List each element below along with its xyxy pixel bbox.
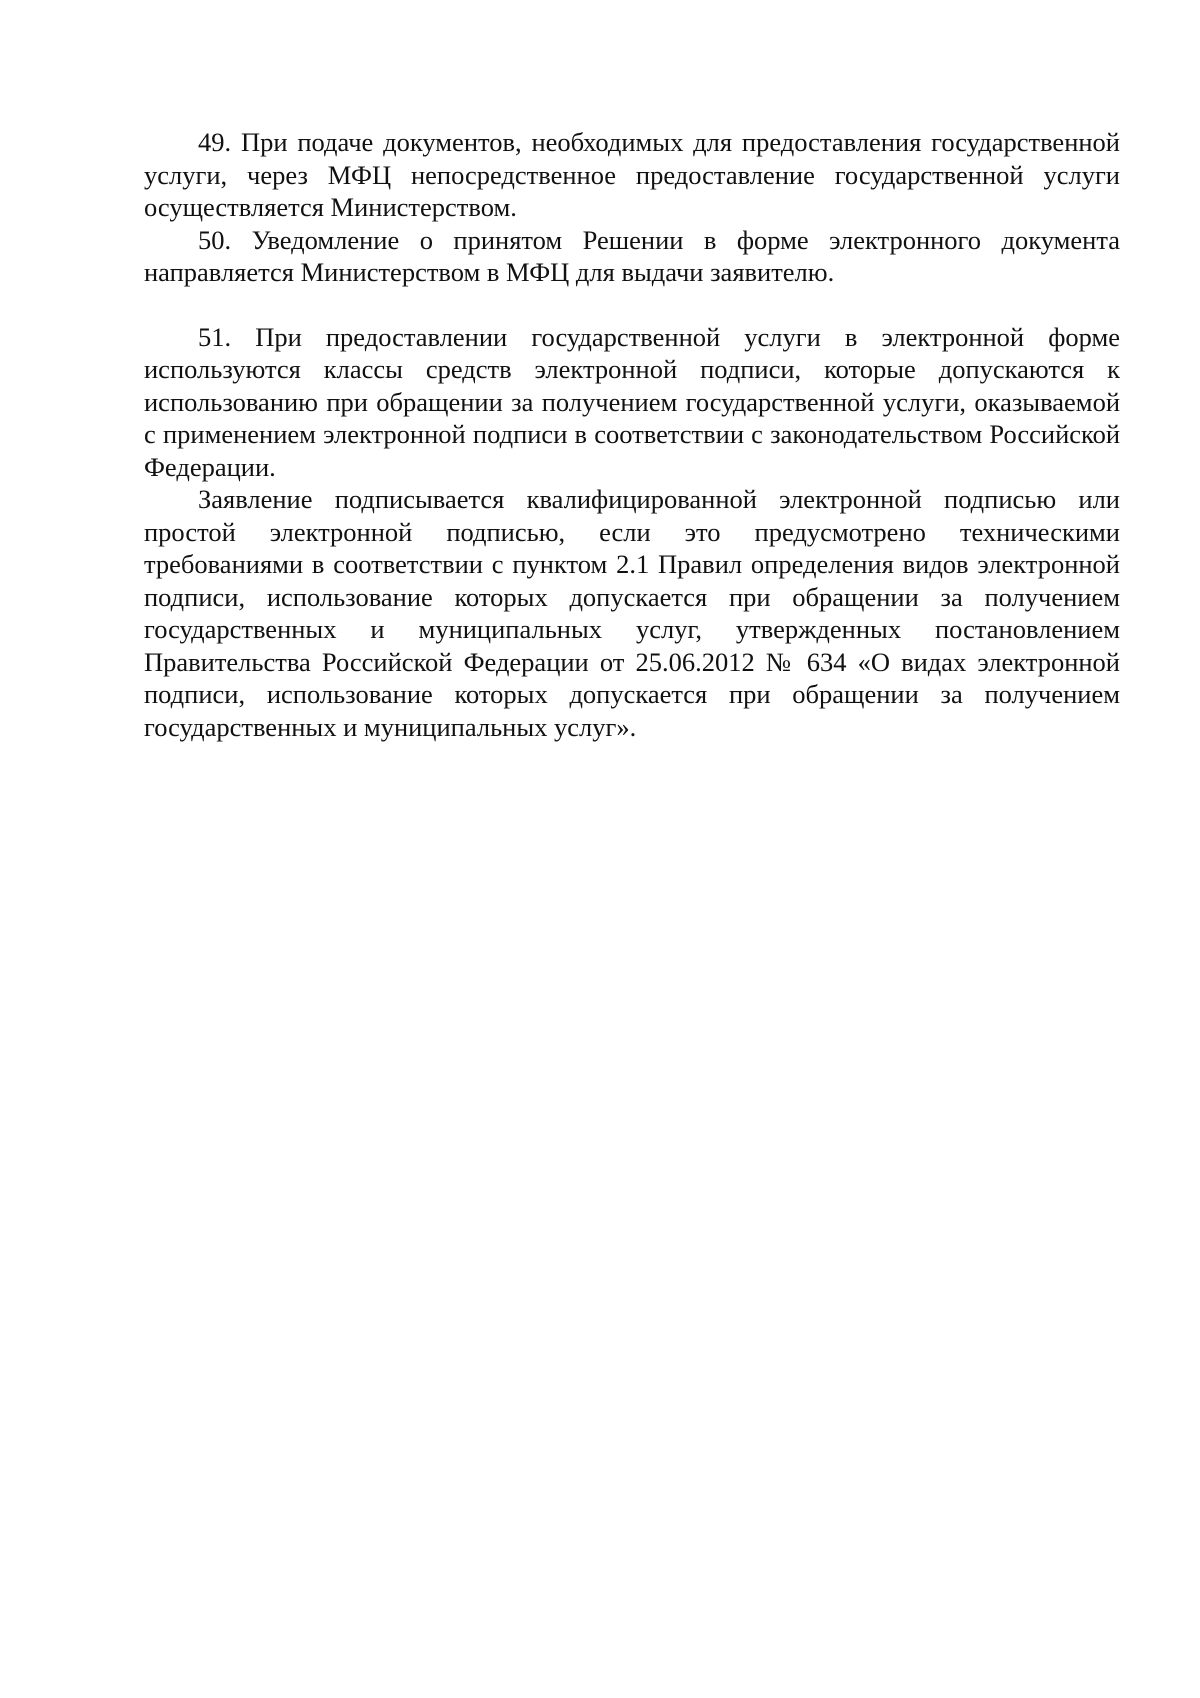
document-body — [144, 126, 1120, 743]
paragraph-49: 49. При подаче документов, необходимых для предоставления государственной услуги, через МФЦ непосредственное предоставление государственной услуги осуществляется Министерством. — [144, 127, 1120, 222]
paragraph-signature-requirements: Заявление подписывается квалифицированной электронной подписью или простой электронной подписью, если это предусмотрено техническими требованиями в соответствии с пунктом 2.1 Правил определения видов электронной подписи, использование которых допускается при обращении за получением государственных и муниципальных услуг, утвержденных постановлением Правительства Российской Федерации от 25.06.2012 № 634 «О видах электронной подписи, использование которых допускается при обращении за получением государственных и муниципальных услуг». — [144, 484, 1120, 742]
paragraph-51: 51. При предоставлении государственной услуги в электронной форме используются классы средств электронной подписи, которые допускаются к использованию при обращении за получением государственной услуги, оказываемой с применением электронной подписи в соответствии с законодательством Российской Федерации. — [144, 321, 1120, 482]
paragraph-50: 50. Уведомление о принятом Решении в форме электронного документа направляется Министерством в МФЦ для выдачи заявителю. — [144, 224, 1120, 287]
